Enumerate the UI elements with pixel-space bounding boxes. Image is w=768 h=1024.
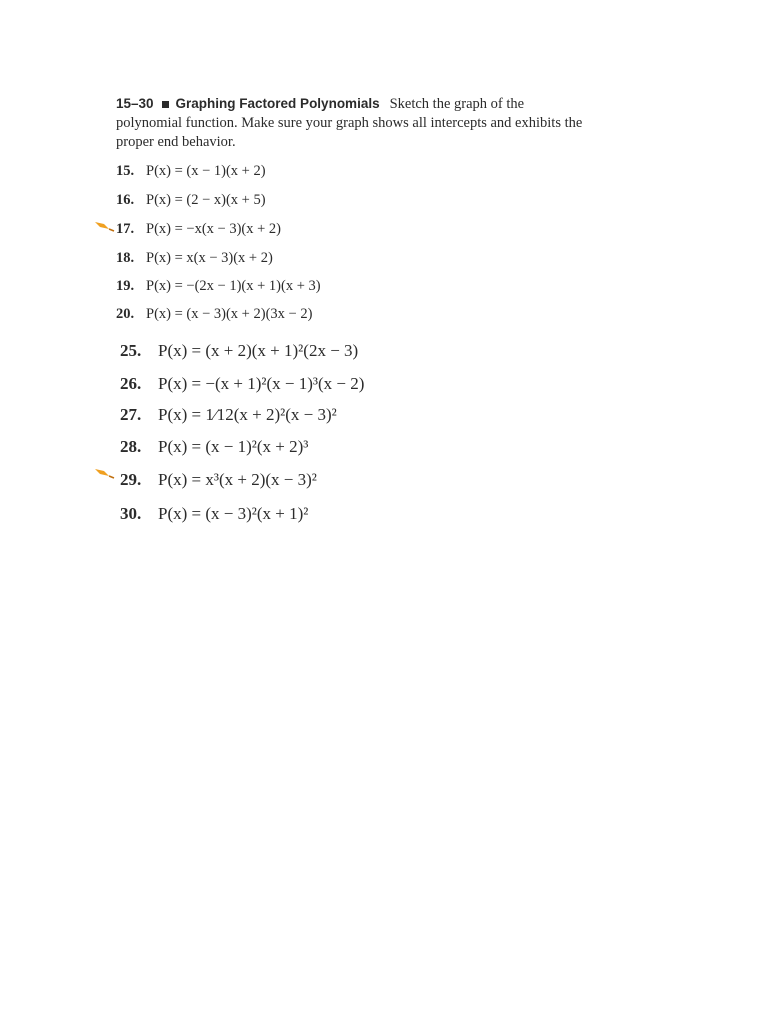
problem-16 — [116, 192, 266, 209]
problem-number: 27. — [120, 405, 142, 424]
problem-expression: P(x) = 1⁄12(x + 2)²(x − 3)² — [158, 405, 337, 424]
problem-number: 30. — [120, 504, 142, 523]
problem-expression: P(x) = (x − 3)(x + 2)(3x − 2) — [146, 306, 313, 322]
problem-expression: P(x) = x³(x + 2)(x − 3)² — [158, 470, 317, 489]
problem-26 — [120, 374, 364, 394]
problem-15 — [116, 163, 266, 180]
problem-20 — [116, 306, 312, 323]
problem-expression: P(x) = x(x − 3)(x + 2) — [146, 250, 273, 266]
problem-18 — [116, 250, 273, 267]
problem-25 — [120, 341, 358, 361]
problem-expression: P(x) = −x(x − 3)(x + 2) — [146, 221, 281, 237]
problem-number: 20. — [116, 306, 135, 322]
problem-number: 26. — [120, 374, 142, 393]
problem-expression: P(x) = −(x + 1)²(x − 1)³(x − 2) — [158, 374, 365, 393]
problem-expression: P(x) = (2 − x)(x + 5) — [146, 192, 266, 208]
problem-number: 19. — [116, 278, 135, 294]
problem-27 — [120, 405, 337, 425]
problem-number: 29. — [120, 470, 142, 489]
problem-number: 28. — [120, 437, 142, 456]
problem-number: 16. — [116, 192, 135, 208]
problem-expression: P(x) = (x + 2)(x + 1)²(2x − 3) — [158, 341, 359, 360]
problem-number: 18. — [116, 250, 135, 266]
problem-number: 15. — [116, 163, 135, 179]
problem-30 — [120, 504, 308, 524]
exercise-range: 15–30 — [116, 96, 154, 111]
problem-expression: P(x) = (x − 3)²(x + 1)² — [158, 504, 309, 523]
problem-expression: P(x) = (x − 1)(x + 2) — [146, 163, 266, 179]
problem-expression: P(x) = −(2x − 1)(x + 1)(x + 3) — [146, 278, 321, 294]
problem-number: 17. — [116, 221, 135, 237]
section-instructions: Sketch the graph of the polynomial function. Make sure your graph shows all intercepts and exhibits the proper end behavior. — [116, 96, 583, 150]
section-heading: Graphing Factored Polynomials — [175, 96, 380, 111]
problem-17 — [116, 221, 281, 238]
pencil-mark-icon — [94, 220, 116, 232]
problem-19 — [116, 278, 321, 295]
problem-29 — [120, 470, 317, 490]
problem-number: 25. — [120, 341, 142, 360]
problem-expression: P(x) = (x − 1)²(x + 2)³ — [158, 437, 309, 456]
pencil-mark-icon — [94, 467, 116, 479]
problem-28 — [120, 437, 308, 457]
